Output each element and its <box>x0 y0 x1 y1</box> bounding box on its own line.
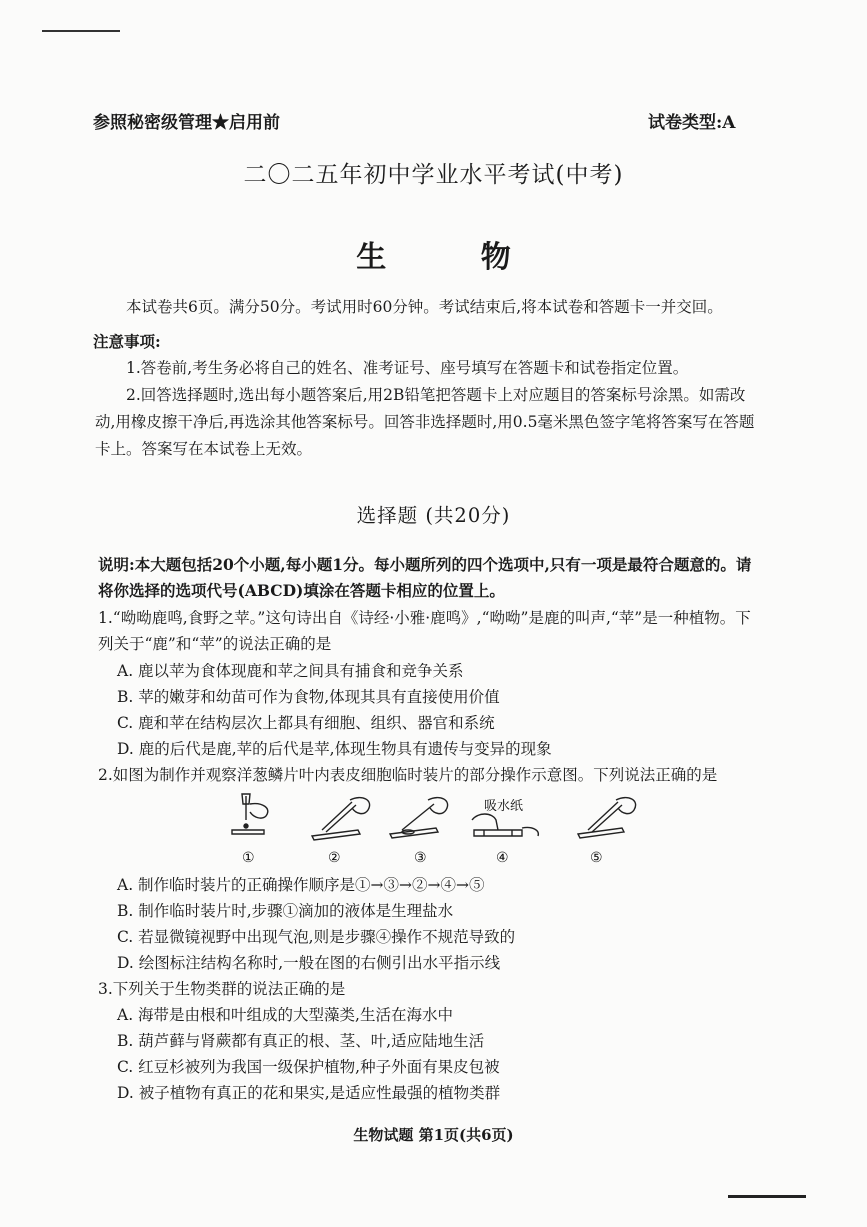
step-4-blotting-drawing <box>472 814 538 836</box>
notice-heading: 注意事项: <box>93 332 161 351</box>
step-3-label: ③ <box>414 850 427 866</box>
question-2-option-a: A. 制作临时装片的正确操作顺序是①→③→②→④→⑤ <box>117 876 485 894</box>
notice-item-2: 2.回答选择题时,选出每小题答案后,用2B铅笔把答题卡上对应题目的答案标号涂黑。如需改动,用橡皮擦干净后,再选涂其他答案标号。回答非选择题时,用0.5毫米黑色签字笔将答案写在答题卡上。答案写在本试卷上无效。 <box>95 386 755 458</box>
step-1-label: ① <box>242 850 255 866</box>
top-rule <box>42 30 120 32</box>
subject-title: 生 物 <box>356 240 553 275</box>
notice-item-1: 1.答卷前,考生务必将自己的姓名、准考证号、座号填写在答题卡和试卷指定位置。 <box>126 359 689 377</box>
step-2-label: ② <box>328 850 341 866</box>
step-1-dropper-drawing <box>232 794 268 834</box>
question-2-stem: 2.如图为制作并观察洋葱鳞片叶内表皮细胞临时装片的部分操作示意图。下列说法正确的是 <box>98 766 718 784</box>
slide-steps-illustration <box>222 790 642 868</box>
step-4-label: ④ <box>496 850 509 866</box>
question-2-option-c: C. 若显微镜视野中出现气泡,则是步骤④操作不规范导致的 <box>117 928 516 946</box>
question-3-option-d: D. 被子植物有真正的花和果实,是适应性最强的植物类群 <box>117 1084 501 1102</box>
question-1-option-b: B. 苹的嫩芽和幼苗可作为食物,体现其具有直接使用价值 <box>117 688 500 706</box>
question-3-option-c: C. 红豆杉被列为我国一级保护植物,种子外面有果皮包被 <box>117 1058 500 1076</box>
question-1-option-c: C. 鹿和苹在结构层次上都具有细胞、组织、器官和系统 <box>117 714 495 732</box>
exam-title: 二〇二五年初中学业水平考试(中考) <box>243 162 624 188</box>
question-3-stem: 3.下列关于生物类群的说法正确的是 <box>98 980 346 998</box>
slide-preparation-figure <box>222 790 642 868</box>
section-title: 选择题 (共20分) <box>356 504 511 527</box>
question-1-stem: 1.“呦呦鹿鸣,食野之苹。”这句诗出自《诗经·小雅·鹿鸣》,“呦呦”是鹿的叫声,“苹”是一种植物。下列关于“鹿”和“苹”的说法正确的是 <box>98 609 751 653</box>
step-5-tweezers-drawing <box>578 798 636 838</box>
step-5-label: ⑤ <box>590 850 603 866</box>
bottom-rule <box>728 1195 806 1198</box>
question-1-option-a: A. 鹿以苹为食体现鹿和苹之间具有捕食和竞争关系 <box>117 662 464 680</box>
question-3-option-a: A. 海带是由根和叶组成的大型藻类,生活在海水中 <box>117 1006 453 1024</box>
step-2-coverslip-drawing <box>312 798 370 840</box>
confidential-label: 参照秘密级管理★启用前 <box>93 113 280 133</box>
page-footer: 生物试题 第1页(共6页) <box>353 1126 514 1144</box>
paper-type-label: 试卷类型:A <box>648 113 736 133</box>
question-2-option-d: D. 绘图标注结构名称时,一般在图的右侧引出水平指示线 <box>117 954 501 972</box>
section-instructions: 说明:本大题包括20个小题,每小题1分。每小题所列的四个选项中,只有一项是最符合题意的。请将你选择的选项代号(ABCD)填涂在答题卡相应的位置上。 <box>98 555 752 600</box>
blotting-paper-label: 吸水纸 <box>484 798 524 813</box>
step-3-needle-drawing <box>390 798 448 838</box>
question-3-option-b: B. 葫芦藓与肾蕨都有真正的根、茎、叶,适应陆地生活 <box>117 1032 485 1050</box>
question-1-option-d: D. 鹿的后代是鹿,苹的后代是苹,体现生物具有遗传与变异的现象 <box>117 740 552 758</box>
question-2-option-b: B. 制作临时装片时,步骤①滴加的液体是生理盐水 <box>117 902 454 920</box>
exam-intro: 本试卷共6页。满分50分。考试用时60分钟。考试结束后,将本试卷和答题卡一并交回。 <box>126 298 723 316</box>
